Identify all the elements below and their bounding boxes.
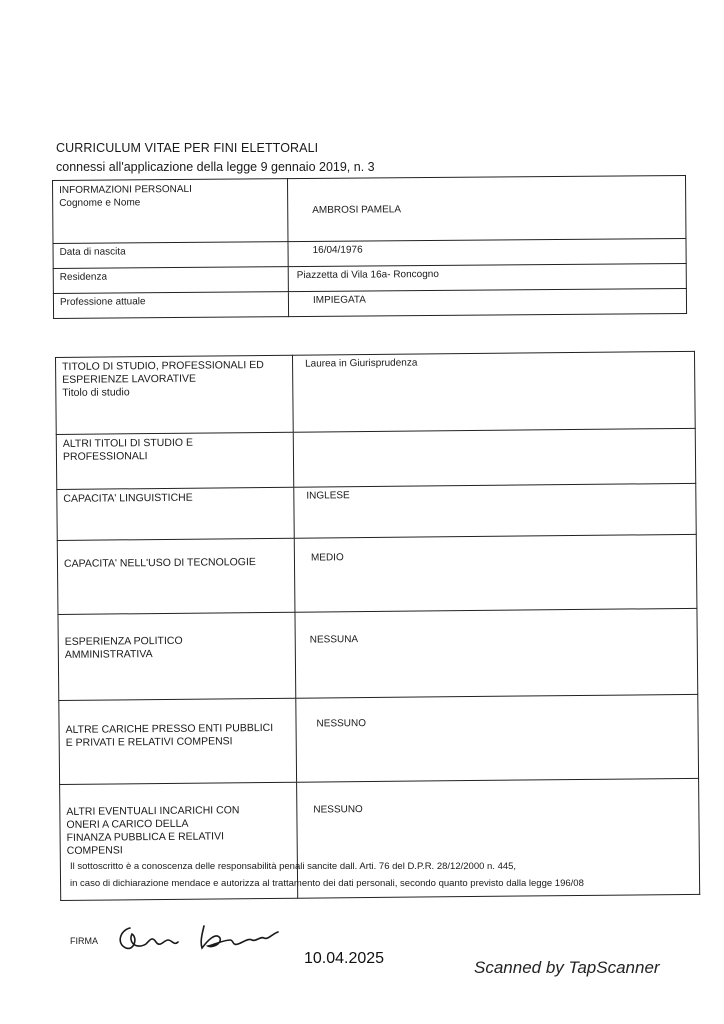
handwritten-signature	[112, 918, 292, 958]
legal-disclaimer	[70, 858, 710, 892]
label-line: AMMINISTRATIVA	[64, 648, 153, 661]
row-label: Cognome e Nome	[59, 197, 141, 209]
label-line: CAPACITA' NELL'USO DI TECNOLOGIE	[63, 556, 256, 570]
row-label	[58, 612, 296, 700]
row-label: Professione attuale	[53, 292, 288, 319]
document-subtitle: connessi all'applicazione della legge 9 gennaio 2019, n. 3	[56, 160, 375, 174]
row-value: Laurea in Giurisprudenza	[292, 351, 695, 432]
label-line: ALTRI TITOLI DI STUDIO E	[62, 436, 193, 450]
row-label	[59, 698, 297, 784]
scanner-watermark: Scanned by TapScanner	[474, 958, 660, 977]
signature-date: 10.04.2025	[304, 950, 385, 967]
label-line: ALTRI EVENTUALI INCARICHI CON	[66, 804, 240, 818]
table-row	[56, 428, 695, 489]
row-label	[56, 355, 294, 434]
section-header: INFORMAZIONI PERSONALI	[59, 183, 192, 196]
personal-label-cell	[53, 179, 288, 244]
row-value: NESSUNA	[295, 608, 698, 698]
row-label: Data di nascita	[53, 242, 288, 269]
personal-info-table	[52, 175, 687, 319]
label-line: PROFESSIONALI	[62, 450, 148, 463]
row-label	[57, 538, 295, 614]
label-line: ESPERIENZA POLITICO	[64, 634, 183, 648]
row-label: Residenza	[53, 267, 288, 294]
table-row	[57, 534, 697, 614]
table-row	[56, 351, 696, 434]
label-line: COMPENSI	[66, 844, 123, 857]
row-value	[287, 176, 685, 242]
row-value: INGLESE	[294, 483, 696, 538]
disclaimer-line: in caso di dichiarazione mendace e autorizza al trattamento dei dati personali, secondo quanto previsto dalla legge 196/08	[70, 878, 584, 889]
signature-label: FIRMA	[70, 936, 98, 946]
residence-value: Piazzetta di Vila 16a- Roncogno	[288, 264, 686, 292]
row-value: NESSUNO	[297, 778, 700, 898]
row-value	[293, 428, 696, 487]
profession-value: IMPIEGATA	[288, 289, 686, 317]
label-line: CAPACITA' LINGUISTICHE	[63, 491, 193, 505]
name-value: AMBROSI PAMELA	[312, 203, 402, 216]
disclaimer-line: Il sottoscritto è a conoscenza delle responsabilità penali sancite dall. Arti. 76 del D.P.R. 28/12/2000 n. 445,	[70, 861, 517, 872]
cv-details-table	[55, 351, 700, 901]
row-value: NESSUNO	[296, 694, 699, 782]
row-label	[56, 432, 294, 489]
table-row	[59, 694, 699, 784]
table-row	[57, 483, 696, 540]
label-line: TITOLO DI STUDIO, PROFESSIONALI ED	[62, 358, 264, 373]
row-label	[57, 487, 294, 540]
table-row	[58, 608, 698, 700]
label-line: ESPERIENZE LAVORATIVE	[62, 372, 197, 386]
document-title: CURRICULUM VITAE PER FINI ELETTORALI	[56, 141, 319, 155]
label-line: ALTRE CARICHE PRESSO ENTI PUBBLICI	[65, 721, 274, 736]
table-row	[53, 289, 686, 319]
table-row	[53, 176, 686, 244]
birthdate-value: 16/04/1976	[288, 239, 686, 267]
label-line: Titolo di studio	[62, 386, 130, 399]
label-line: ONERI A CARICO DELLA	[66, 817, 189, 831]
label-line: FINANZA PUBBLICA E RELATIVI	[66, 830, 225, 844]
label-line: E PRIVATI E RELATIVI COMPENSI	[65, 735, 233, 749]
row-value: MEDIO	[294, 534, 697, 612]
